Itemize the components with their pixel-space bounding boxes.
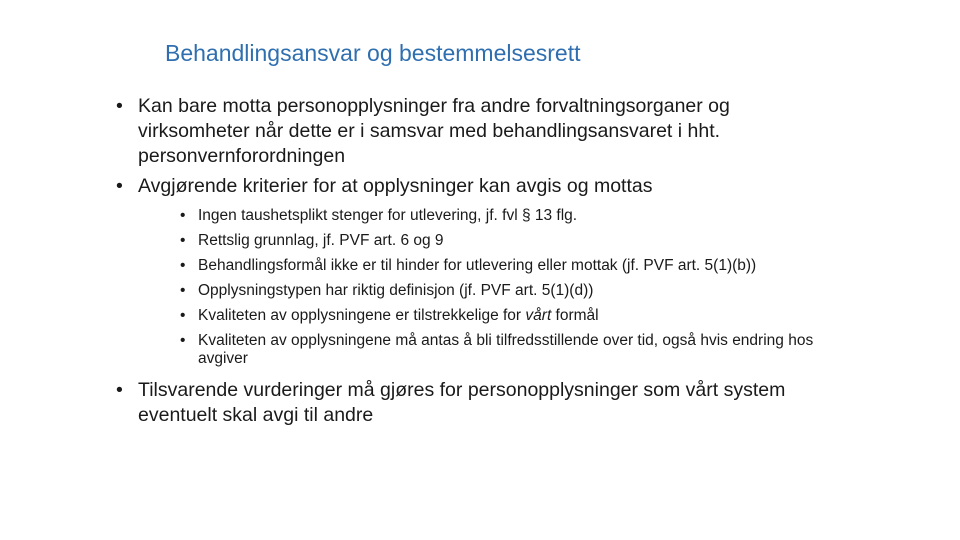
sub-bullet-text: Rettslig grunnlag, jf. PVF art. 6 og 9 — [198, 232, 444, 249]
sub-bullet-item — [138, 207, 818, 225]
slide-body — [113, 94, 843, 433]
sub-bullet-list — [138, 207, 843, 368]
sub-bullet-emphasis: vårt — [525, 307, 552, 324]
bullet-text: Tilsvarende vurderinger må gjøres for personopplysninger som vårt system eventuelt skal avgi til andre — [138, 379, 786, 426]
bullet-item — [113, 94, 843, 169]
bullet-text: Avgjørende kriterier for at opplysninger kan avgis og mottas — [138, 175, 653, 197]
sub-bullet-item — [138, 307, 818, 325]
sub-bullet-text: Ingen taushetsplikt stenger for utlevering, jf. fvl § 13 flg. — [198, 207, 578, 224]
sub-bullet-item — [138, 282, 818, 300]
slide-title: Behandlingsansvar og bestemmelsesrett — [165, 40, 581, 66]
sub-bullet-item — [138, 257, 818, 275]
bullet-item — [113, 378, 843, 428]
bullet-text: Kan bare motta personopplysninger fra andre forvaltningsorganer og virksomheter når dette er i samsvar med behandlingsansvaret i hht. personvernforordningen — [138, 95, 730, 167]
sub-bullet-item — [138, 332, 818, 368]
sub-bullet-text-before: Kvaliteten av opplysningene er tilstrekkelige for — [198, 307, 526, 324]
sub-bullet-item — [138, 232, 818, 250]
sub-bullet-text: Opplysningstypen har riktig definisjon (jf. PVF art. 5(1)(d)) — [198, 282, 594, 299]
sub-bullet-text-after: formål — [551, 307, 599, 324]
bullet-list — [113, 94, 843, 428]
sub-bullet-text: Behandlingsformål ikke er til hinder for utlevering eller mottak (jf. PVF art. 5(1)(b)) — [198, 257, 757, 274]
bullet-item — [113, 174, 843, 368]
sub-bullet-text: Kvaliteten av opplysningene må antas å bli tilfredsstillende over tid, også hvis endring hos avgiver — [198, 332, 814, 367]
